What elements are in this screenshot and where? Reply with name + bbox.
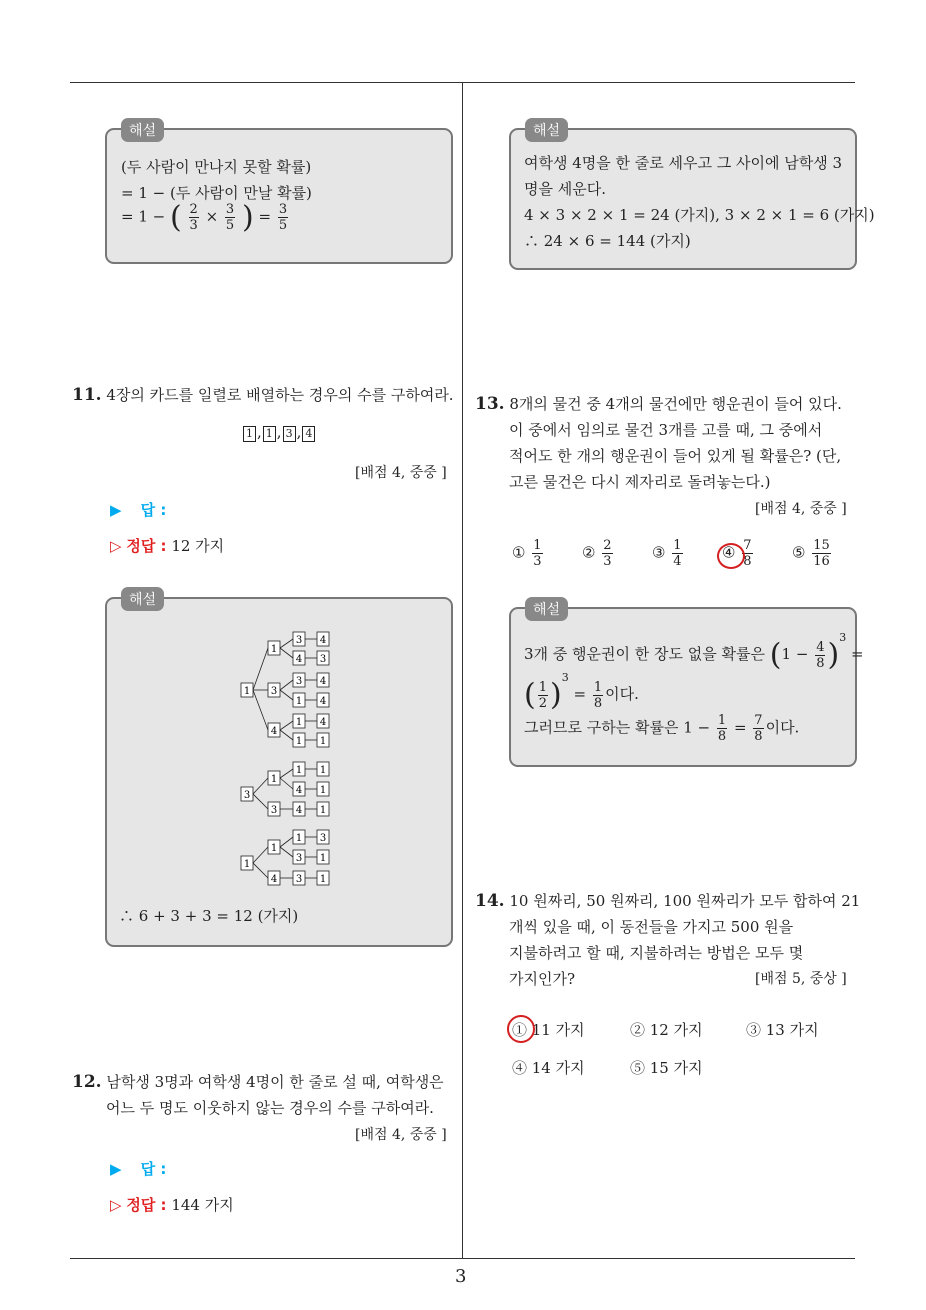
tree-node-label: 1 <box>295 717 303 728</box>
exponent: 3 <box>561 671 569 684</box>
numerator: 1 <box>717 713 727 728</box>
answer-row: ▶ 답 : <box>110 501 167 519</box>
denominator: 8 <box>754 729 763 744</box>
tree-branch <box>280 730 293 740</box>
score-label: [배점 4, 중중 ] <box>755 501 847 517</box>
fraction <box>278 202 288 233</box>
numerator: 4 <box>816 639 825 655</box>
solution-text: 그러므로 구하는 확률은 1 − <box>524 718 711 737</box>
choice-mark: ① <box>512 543 526 562</box>
choice-5[interactable] <box>792 538 833 569</box>
equals-sign: = <box>733 718 747 737</box>
choice-mark: ② <box>582 543 596 562</box>
denominator: 5 <box>225 218 235 233</box>
tree-node-label: 1 <box>295 696 303 707</box>
tree-node-label: 1 <box>295 765 303 776</box>
tree-branch <box>253 690 268 730</box>
card: 4 <box>302 426 315 442</box>
solution-line: 3개 중 행운권이 한 장도 없을 확률은 (1 − $\frac{4}{8}$ )$^3$ = <box>524 631 864 673</box>
tree-branch <box>280 778 293 789</box>
tree-node-label: 3 <box>295 874 303 885</box>
tree-node-label: 1 <box>319 785 327 796</box>
times-sign: × <box>205 207 219 226</box>
denominator: 8 <box>717 729 727 744</box>
solution-line: ∴ 24 × 6 = 144 (가지) <box>524 232 691 250</box>
selected-answer-circle <box>717 543 745 569</box>
question-text: 남학생 3명과 여학생 4명이 한 줄로 설 때, 여학생은 <box>106 1073 444 1091</box>
card-row: 1 , 1 , 3 , 4 <box>242 423 316 442</box>
question-text: 이 중에서 임의로 물건 3개를 고를 때, 그 중에서 <box>509 421 823 439</box>
question-11 <box>72 384 454 405</box>
numerator: 15 <box>813 538 830 553</box>
score-label: [배점 5, 중상 ] <box>755 971 847 987</box>
tree-node-label: 1 <box>295 736 303 747</box>
solution-box-q13 <box>509 602 864 767</box>
tree-branch <box>253 648 268 690</box>
tree-node-label: 4 <box>319 676 327 687</box>
tree-node-label: 3 <box>270 686 278 697</box>
score-label: [배점 4, 중중 ] <box>355 1127 447 1143</box>
equals-sign: = <box>258 207 272 226</box>
numerator: 1 <box>673 538 682 553</box>
tree-node-label: 4 <box>319 696 327 707</box>
tree-branch <box>280 690 293 700</box>
correct-value: 144 가지 <box>171 1196 234 1214</box>
denominator: 4 <box>673 554 682 569</box>
tree-branch <box>253 794 268 809</box>
tree-node-label: 1 <box>319 736 327 747</box>
question-text: 적어도 한 개의 행운권이 들어 있게 될 확률은? (단, <box>509 447 842 465</box>
tree-node-label: 3 <box>295 635 303 646</box>
tree-node-label: 1 <box>270 644 278 655</box>
question-number: 13. <box>475 394 505 414</box>
numerator: 7 <box>743 538 752 553</box>
tree-node-label: 4 <box>295 805 303 816</box>
correct-label: 정답 : <box>126 1196 167 1214</box>
choice-2[interactable] <box>582 538 615 569</box>
choice-2[interactable]: ② 12 가지 <box>630 1021 703 1039</box>
answer-label: 답 : <box>140 501 167 519</box>
tree-branch <box>253 847 268 863</box>
column-divider <box>462 83 463 1258</box>
numerator: 2 <box>189 202 198 217</box>
solution-box-q10 <box>105 123 453 264</box>
denominator: 16 <box>813 554 830 569</box>
tree-branch <box>253 778 268 794</box>
question-text: 어느 두 명도 이웃하지 않는 경우의 수를 구하여라. <box>106 1099 434 1117</box>
answer-label: 답 : <box>140 1160 167 1178</box>
question-number: 12. <box>72 1072 102 1092</box>
tree-node-label: 1 <box>319 874 327 885</box>
selected-answer-circle <box>507 1015 535 1043</box>
question-text: 4장의 카드를 일렬로 배열하는 경우의 수를 구하여라. <box>106 386 454 404</box>
answer-row: ▶ 답 : <box>110 1160 167 1178</box>
equals-sign: = <box>850 645 864 663</box>
solution-box-q11 <box>105 592 453 947</box>
tree-branch <box>280 837 293 847</box>
solution-line: ( $\frac{1}{2}$ )$^3$ = $\frac{1}{8}$ 이다. <box>524 671 639 713</box>
tree-node-label: 3 <box>270 805 278 816</box>
card: 1 <box>263 426 276 442</box>
tree-node-label: 4 <box>270 874 278 885</box>
tree-diagram <box>107 599 451 945</box>
solution-tag: 해설 <box>121 118 164 142</box>
tree-node-label: 4 <box>270 726 278 737</box>
numerator: 2 <box>603 538 612 553</box>
formula-part: 1 − <box>781 645 809 663</box>
denominator: 3 <box>603 554 612 569</box>
tree-branch <box>280 847 293 857</box>
page-number: 3 <box>455 1266 467 1287</box>
denominator: 8 <box>593 695 603 711</box>
solution-line <box>524 713 799 744</box>
choice-3[interactable] <box>652 538 685 569</box>
choice-mark: ③ <box>652 543 666 562</box>
tree-node-label: 1 <box>319 853 327 864</box>
question-text: 가지인가? <box>509 970 576 988</box>
numerator: 3 <box>225 202 235 217</box>
solution-box-q12 <box>509 123 875 270</box>
choice-3[interactable]: ③ 13 가지 <box>746 1021 819 1039</box>
card: 3 <box>283 426 296 442</box>
numerator: 1 <box>538 679 547 695</box>
tree-node-label: 1 <box>243 686 251 697</box>
solution-line: 여학생 4명을 한 줄로 세우고 그 사이에 남학생 3 <box>524 154 843 172</box>
tree-branch <box>280 769 293 778</box>
tree-node-label: 1 <box>319 765 327 776</box>
tree-branch <box>280 648 293 658</box>
choice-5[interactable]: ⑤ 15 가지 <box>630 1059 703 1077</box>
card: 1 <box>243 426 256 442</box>
solution-formula: = 1 − ( $\frac{2}{3}$ × $\frac{3}{5}$ ) = $\frac{3}{5}$ <box>121 200 288 235</box>
question-number: 11. <box>72 385 102 405</box>
tree-node-label: 1 <box>243 859 251 870</box>
formula-prefix: = 1 − <box>121 207 166 226</box>
equals-sign: = <box>573 685 587 703</box>
solution-conclusion: ∴ 6 + 3 + 3 = 12 (가지) <box>119 907 299 925</box>
solution-tag: 해설 <box>121 587 164 611</box>
tree-node-label: 4 <box>295 654 303 665</box>
tree-branch <box>280 721 293 730</box>
question-14 <box>475 890 860 911</box>
solution-line: (두 사람이 만나지 못할 확률) <box>121 158 312 176</box>
question-text: 개씩 있을 때, 이 동전들을 가지고 500 원을 <box>509 918 794 936</box>
choice-1[interactable] <box>512 538 545 569</box>
fraction <box>225 202 235 233</box>
numerator: 3 <box>278 202 288 217</box>
numerator: 7 <box>754 713 763 728</box>
solution-line: 명을 세운다. <box>524 180 606 198</box>
tree-branch <box>280 639 293 648</box>
denominator: 8 <box>743 554 752 569</box>
denominator: 8 <box>816 655 825 671</box>
solution-line: 4 × 3 × 2 × 1 = 24 (가지), 3 × 2 × 1 = 6 (가지) <box>524 206 875 224</box>
tree-node-label: 3 <box>319 654 327 665</box>
choice-4[interactable]: ④ 14 가지 <box>512 1059 585 1077</box>
question-text: 8개의 물건 중 4개의 물건에만 행운권이 들어 있다. <box>509 395 842 413</box>
correct-value: 12 가지 <box>171 537 225 555</box>
tree-node-label: 4 <box>319 717 327 728</box>
denominator: 5 <box>278 218 288 233</box>
numerator: 1 <box>593 679 603 695</box>
tree-node-label: 3 <box>295 853 303 864</box>
solution-line: = 1 − (두 사람이 만날 확률) <box>121 184 312 202</box>
tree-node-label: 1 <box>295 833 303 844</box>
correct-answer-row: ▷ 정답 : 12 가지 <box>110 537 225 555</box>
tree-branch <box>280 680 293 690</box>
tree-node-label: 3 <box>295 676 303 687</box>
question-number: 14. <box>475 891 505 911</box>
choice-mark: ④ <box>722 543 736 562</box>
question-text: 고른 물건은 다시 제자리로 돌려놓는다.) <box>509 473 771 491</box>
denominator: 2 <box>538 695 547 711</box>
solution-tag: 해설 <box>525 118 568 142</box>
question-text: 지불하려고 할 때, 지불하려는 방법은 모두 몇 <box>509 944 804 962</box>
tree-node-label: 4 <box>319 635 327 646</box>
tree-node-label: 1 <box>270 774 278 785</box>
tree-node-label: 1 <box>319 805 327 816</box>
choice-1[interactable]: ① 11 가지 <box>512 1021 585 1039</box>
question-text: 10 원짜리, 50 원짜리, 100 원짜리가 모두 합하여 21 <box>509 892 861 910</box>
tree-node-label: 1 <box>270 843 278 854</box>
tree-node-label: 4 <box>295 785 303 796</box>
choice-mark: ⑤ <box>792 543 806 562</box>
solution-text: 3개 중 행운권이 한 장도 없을 확률은 <box>524 645 766 663</box>
question-13 <box>475 393 842 414</box>
tree-node-label: 3 <box>243 790 251 801</box>
solution-text: 이다. <box>765 718 800 737</box>
score-label: [배점 4, 중중 ] <box>355 465 447 481</box>
exponent: 3 <box>839 631 847 644</box>
question-12 <box>72 1071 444 1092</box>
solution-tag: 해설 <box>525 597 568 621</box>
correct-answer-row: ▷ 정답 : 144 가지 <box>110 1196 234 1214</box>
denominator: 3 <box>533 554 542 569</box>
tree-node-label: 3 <box>319 833 327 844</box>
fraction <box>189 202 199 233</box>
denominator: 3 <box>189 218 198 233</box>
solution-text: 이다. <box>605 685 639 703</box>
tree-branch <box>253 863 268 878</box>
bottom-rule <box>70 1258 855 1259</box>
correct-label: 정답 : <box>126 537 167 555</box>
numerator: 1 <box>533 538 542 553</box>
